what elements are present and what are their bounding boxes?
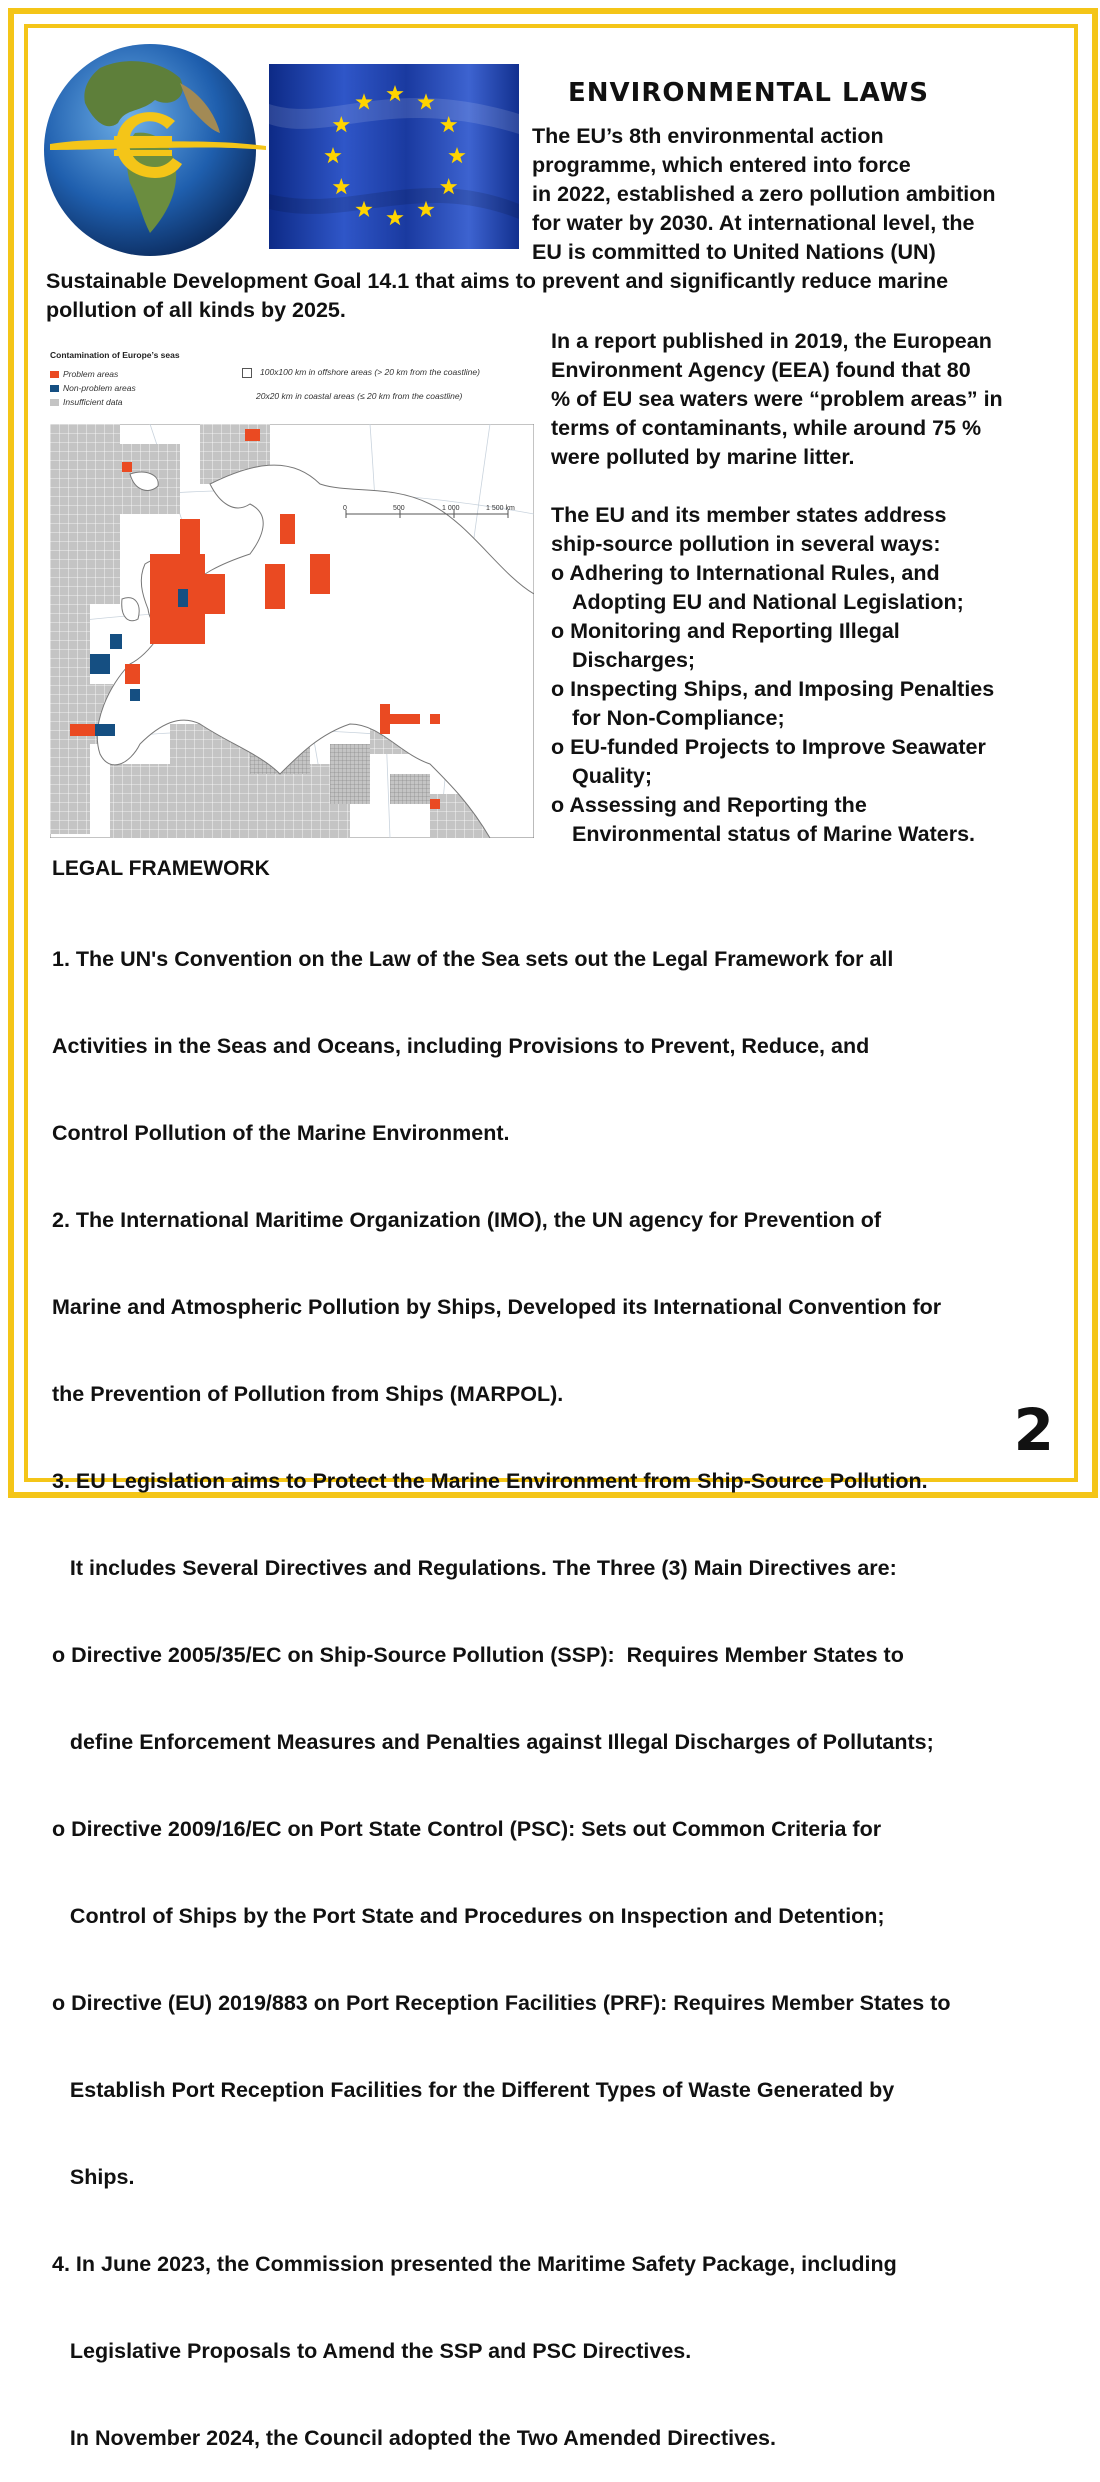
report-line: were polluted by marine litter. <box>551 445 855 469</box>
intro-paragraph <box>532 122 996 267</box>
ways-intro-line: ship-source pollution in several ways: <box>551 532 941 556</box>
map-svg <box>50 424 534 838</box>
legal-line: Legislative Proposals to Amend the SSP and PSC Directives. <box>52 2339 692 2363</box>
legend-problem: Problem areas <box>50 367 136 381</box>
eu-flag-icon <box>269 64 519 249</box>
bullet-icon: o <box>551 735 571 759</box>
bullet-icon: o <box>551 561 570 585</box>
map-legend <box>50 367 136 409</box>
map-title: Contamination of Europe’s seas <box>50 350 180 360</box>
ways-list-item: o Inspecting Ships, and Imposing Penalties for Non-Compliance; <box>551 677 995 730</box>
page-title: ENVIRONMENTAL LAWS <box>568 78 929 108</box>
report-line: terms of contaminants, while around 75 % <box>551 416 982 440</box>
scale-label: 1 000 <box>442 505 460 512</box>
report-line: % of EU sea waters were “problem areas” in <box>551 387 1003 411</box>
intro-line: The EU’s 8th environmental action <box>532 124 884 148</box>
legal-line: 2. The International Maritime Organization (IMO), the UN agency for Prevention of <box>52 1208 882 1232</box>
legal-line: o Directive 2009/16/EC on Port State Control (PSC): Sets out Common Criteria for <box>52 1817 882 1841</box>
legal-line: In November 2024, the Council adopted the Two Amended Directives. <box>52 2426 776 2450</box>
intro-paragraph-continued <box>46 267 948 325</box>
legal-line: It includes Several Directives and Regulations. The Three (3) Main Directives are: <box>52 1556 897 1580</box>
bullet-icon: o <box>551 619 571 643</box>
legal-line: o Directive 2005/35/EC on Ship-Source Pollution (SSP): Requires Member States to <box>52 1643 904 1667</box>
legal-heading: LEGAL FRAMEWORK <box>52 857 270 880</box>
report-paragraph <box>551 327 1003 472</box>
scale-label: 1 500 km <box>486 505 515 512</box>
legal-line: Control of Ships by the Port State and Procedures on Inspection and Detention; <box>52 1904 885 1928</box>
intro-line: for water by 2030. At international level, the <box>532 211 975 235</box>
ways-list-item: o EU-funded Projects to Improve Seawater Quality; <box>551 735 986 788</box>
ways-list-item: o Assessing and Reporting the Environmental status of Marine Waters. <box>551 793 976 846</box>
globe-euro-icon <box>30 38 266 260</box>
ways-list-item: o Adhering to International Rules, and Adopting EU and National Legislation; <box>551 561 964 614</box>
legal-line: the Prevention of Pollution from Ships (MARPOL). <box>52 1382 564 1406</box>
legal-line: Control Pollution of the Marine Environment. <box>52 1121 510 1145</box>
bullet-icon: o <box>551 677 571 701</box>
legal-line: Establish Port Reception Facilities for the Different Types of Waste Generated by <box>52 2078 895 2102</box>
legal-line: 4. In June 2023, the Commission presented the Maritime Safety Package, including <box>52 2252 897 2276</box>
ways-intro-line: The EU and its member states address <box>551 503 947 527</box>
legal-framework-body <box>52 887 950 2482</box>
legal-line: o Directive (EU) 2019/883 on Port Reception Facilities (PRF): Requires Member States to <box>52 1991 951 2015</box>
intro-line: EU is committed to United Nations (UN) <box>532 240 936 264</box>
legal-line: Marine and Atmospheric Pollution by Ships, Developed its International Convention for <box>52 1295 942 1319</box>
intro-line: programme, which entered into force <box>532 153 911 177</box>
bullet-icon: o <box>551 793 570 817</box>
legend-insufficient: Insufficient data <box>50 395 136 409</box>
scale-label: 500 <box>393 505 405 512</box>
intro-line: pollution of all kinds by 2025. <box>46 298 346 322</box>
ways-section <box>551 501 994 849</box>
legal-line: 1. The UN's Convention on the Law of the Sea sets out the Legal Framework for all <box>52 947 894 971</box>
scale-label: 0 <box>343 505 347 512</box>
legal-line: 3. EU Legislation aims to Protect the Marine Environment from Ship-Source Pollution. <box>52 1469 928 1493</box>
report-line: Environment Agency (EEA) found that 80 <box>551 358 971 382</box>
intro-line: Sustainable Development Goal 14.1 that aims to prevent and significantly reduce marine <box>46 269 949 293</box>
contamination-map <box>50 346 534 838</box>
ways-list-item: o Monitoring and Reporting Illegal Discharges; <box>551 619 900 672</box>
page-number: 2 <box>1013 1396 1054 1464</box>
grid-legend: 100x100 km in offshore areas (> 20 km from the coastline) 20x20 km in coastal areas (≤ 20 km from the coastline) <box>242 367 480 401</box>
legal-line: Activities in the Seas and Oceans, including Provisions to Prevent, Reduce, and <box>52 1034 870 1058</box>
legal-line: Ships. <box>52 2165 135 2189</box>
legal-line: define Enforcement Measures and Penalties against Illegal Discharges of Pollutants; <box>52 1730 934 1754</box>
intro-line: in 2022, established a zero pollution ambition <box>532 182 996 206</box>
legend-non-problem: Non-problem areas <box>50 381 136 395</box>
report-line: In a report published in 2019, the European <box>551 329 992 353</box>
